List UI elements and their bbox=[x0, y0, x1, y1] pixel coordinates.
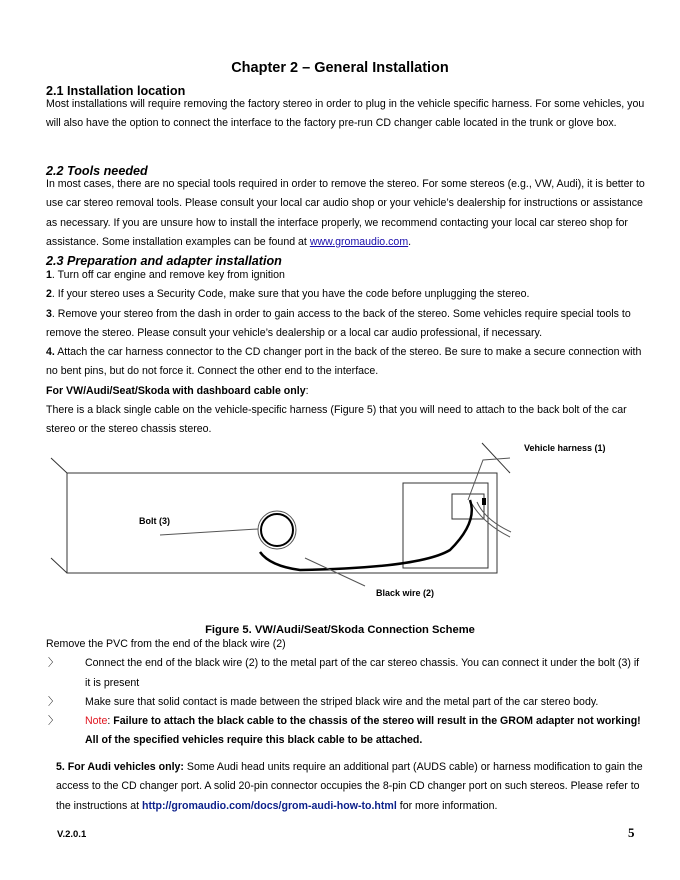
vw-heading bbox=[46, 382, 646, 401]
bullet-item bbox=[46, 712, 646, 751]
audi-how-to-link[interactable]: http://gromaudio.com/docs/grom-audi-how-to.html bbox=[141, 799, 397, 812]
bullet-item bbox=[46, 693, 646, 712]
steps-list bbox=[46, 266, 646, 440]
step-text-end: for more information. bbox=[396, 799, 498, 812]
gromaudio-link[interactable]: www.gromaudio.com bbox=[309, 235, 409, 248]
bullet-item bbox=[46, 654, 646, 693]
vw-text: There is a black single cable on the vehicle-specific harness (Figure 5) that you will need to attach to the back bolt of the car stereo or the stereo chassis stereo. bbox=[46, 404, 627, 436]
step-text: . Remove your stereo from the dash in order to gain access to the back of the stereo. Some vehicles require special tools to remove the stereo. Please consult your vehicle’s dealership or a local car audio professional, if necessary. bbox=[46, 307, 631, 339]
warning-text: Failure to attach the black cable to the chassis of the stereo will result in the GROM adapter not working! All of the specified vehicles require this black cable to be attached. bbox=[85, 715, 641, 747]
bolt-leader bbox=[160, 529, 258, 535]
connection-scheme-figure bbox=[40, 438, 640, 613]
section-heading-2-3: 2.3 Preparation and adapter installation bbox=[46, 254, 282, 268]
section-heading-2-1: 2.1 Installation location bbox=[46, 84, 186, 98]
step-text: . Turn off car engine and remove key from ignition bbox=[51, 269, 285, 281]
harness-panel bbox=[403, 483, 488, 568]
step-num: 3 bbox=[46, 307, 52, 320]
bullet-text: Connect the end of the black wire (2) to the metal part of the car stereo chassis. You can connect it under the bolt (3) if it is present bbox=[85, 657, 640, 689]
bolt bbox=[261, 514, 293, 546]
punct: : bbox=[107, 715, 114, 728]
instructions bbox=[46, 635, 646, 751]
step-text: Attach the car harness connector to the CD changer port in the back of the stereo. Be sure to make a secure connection with no bent pins, but do not force it. Connect the other end to the interface. bbox=[46, 346, 642, 378]
step-1 bbox=[46, 266, 646, 285]
body-text: In most cases, there are no special tools required in order to remove the stereo. For some stereos (e.g., VW, Audi), it is better to use car stereo removal tools. Please consult your local car audio shop or your vehicle’s dealership for instructions or assistance as necessary. If you are unsure how to install the interface properly, we recommend contacting your local car stereo shop for assistance. Some installation examples can be found at bbox=[46, 178, 645, 248]
step-num: 4. bbox=[46, 346, 55, 359]
step-2 bbox=[46, 285, 646, 304]
version-label: V.2.0.1 bbox=[57, 829, 87, 840]
section-2-2-text bbox=[46, 175, 646, 252]
connector-clip bbox=[482, 498, 486, 505]
bullet-marker: 〉 bbox=[48, 715, 59, 728]
stereo-edge bbox=[51, 558, 67, 573]
step-text: Some Audi head units require an additional part (AUDS cable) or harness modification to gain the access to the CD changer port. A solid 20-pin connector occupies the 8-pin CD changer port on such stereos. Please refer to the instructions at bbox=[56, 761, 643, 812]
vw-heading-text: For VW/Audi/Seat/Skoda with dashboard cable only bbox=[46, 384, 306, 397]
bullet-marker: 〉 bbox=[48, 657, 59, 670]
punct: . bbox=[408, 235, 412, 248]
punct: : bbox=[305, 384, 309, 397]
section-2-1-text: Most installations will require removing the factory stereo in order to plug in the vehicle specific harness. For some vehicles, you will also have the option to connect the interface to the factory pre-run CD changer cable located in the trunk or glove box. bbox=[46, 98, 645, 130]
bolt-ring bbox=[258, 511, 296, 549]
bullet-text: Make sure that solid contact is made between the striped black wire and the metal part of the car stereo body. bbox=[85, 695, 599, 708]
page-number: 5 bbox=[628, 825, 635, 840]
note-label: Note bbox=[85, 715, 108, 728]
step-num: 5 bbox=[56, 761, 62, 773]
audi-heading: . For Audi vehicles only: bbox=[61, 761, 184, 773]
label-vehicle-harness: Vehicle harness (1) bbox=[524, 443, 606, 453]
stereo-edge bbox=[51, 458, 67, 473]
step-4 bbox=[46, 343, 646, 382]
label-bolt: Bolt (3) bbox=[139, 516, 170, 526]
step-3 bbox=[46, 305, 646, 344]
remove-pvc-text: Remove the PVC from the end of the black wire (2) bbox=[46, 638, 286, 650]
section-heading-2-2: 2.2 Tools needed bbox=[46, 164, 148, 178]
label-black-wire: Black wire (2) bbox=[376, 588, 435, 598]
wire-leader bbox=[305, 558, 365, 586]
step-num: 1 bbox=[46, 269, 52, 281]
bullet-marker: 〉 bbox=[48, 695, 59, 708]
chapter-title: Chapter 2 – General Installation bbox=[231, 60, 449, 76]
figure-caption: Figure 5. VW/Audi/Seat/Skoda Connection Scheme bbox=[205, 624, 475, 636]
step-5 bbox=[56, 758, 646, 816]
step-num: 2 bbox=[46, 288, 52, 301]
step-text: . If your stereo uses a Security Code, make sure that you have the code before unplugging the stereo. bbox=[51, 288, 530, 301]
